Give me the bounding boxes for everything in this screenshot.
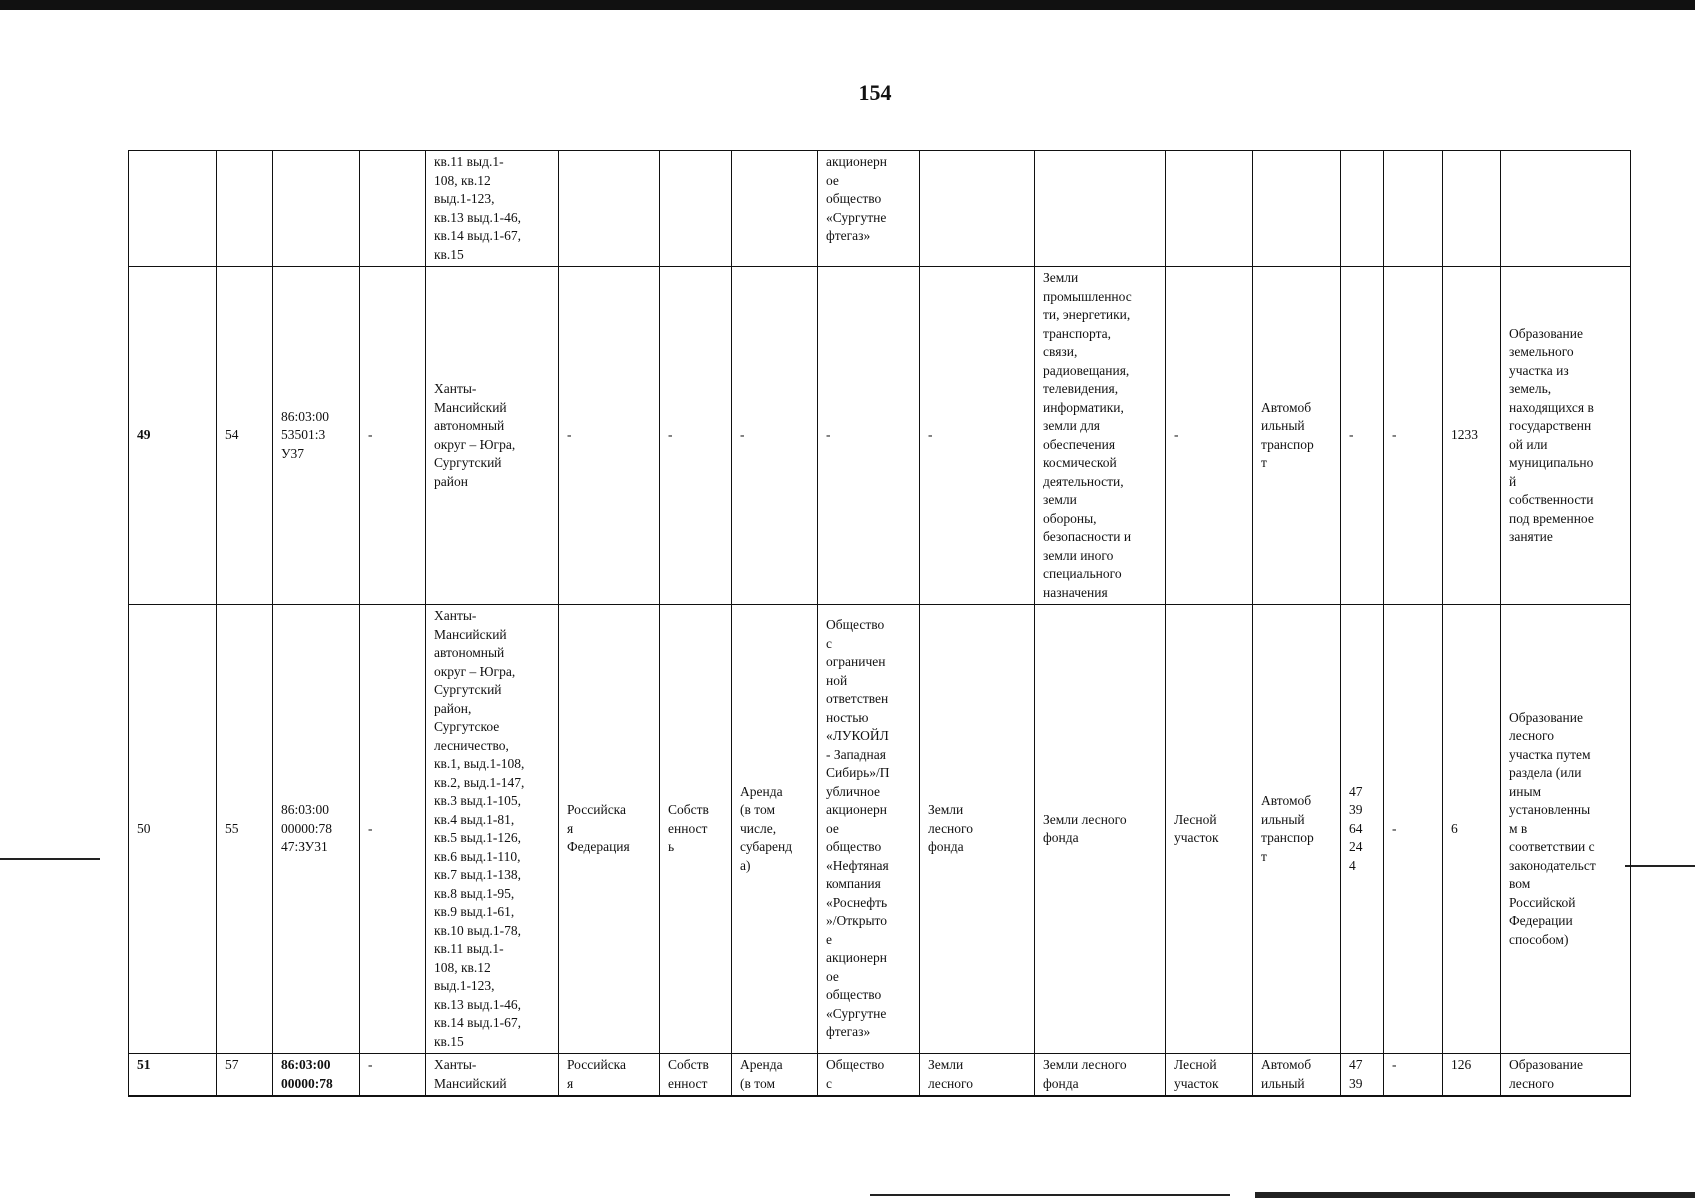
cell-number	[129, 151, 217, 267]
cell-category-new: Земли лесного фонда	[1035, 1054, 1166, 1097]
cell-source: 47 39 64 24 4	[1341, 605, 1384, 1054]
cell-encumbrance: Аренда (в том	[732, 1054, 818, 1097]
cell-category-new: Земли промышленнос ти, энергетики, транспорта, связи, радиовещания, телевидения, информатики, земли для обеспечения космической деятельности, земли обороны, безопасности и земли иного специального назначения	[1035, 267, 1166, 605]
cell-index: 55	[217, 605, 273, 1054]
cell-method: Образование лесного участка путем раздела (или иным установленны м в соответствии с законодательст вом Российской Федерации способом)	[1501, 605, 1631, 1054]
cell-holder: Общество с	[818, 1054, 920, 1097]
cell-cadastral: 86:03:00 00000:78	[273, 1054, 360, 1097]
cell-location: Ханты- Мансийский автономный округ – Югра, Сургутский район, Сургутское лесничество, кв.1, выд.1-108, кв.2, выд.1-147, кв.3 выд.1-105, кв.4 выд.1-81, кв.5 выд.1-126, кв.6 выд.1-110, кв.7 выд.1-138, кв.8 выд.1-95, кв.9 выд.1-61, кв.10 выд.1-78, кв.11 выд.1- 108, кв.12 выд.1-123, кв.13 выд.1-46, кв.14 выд.1-67, кв.15	[426, 605, 559, 1054]
cell-cadastral: 86:03:00 00000:78 47:ЗУ31	[273, 605, 360, 1054]
cell-extra: -	[1384, 267, 1443, 605]
cell-extra: -	[1384, 605, 1443, 1054]
cell-category-new	[1035, 151, 1166, 267]
cell-area	[1443, 151, 1501, 267]
cell-number: 49	[129, 267, 217, 605]
cell-area: 1233	[1443, 267, 1501, 605]
table-row-continued	[129, 151, 1631, 267]
cell-right-type: -	[660, 267, 732, 605]
cell-use: Автомоб ильный транспор т	[1253, 267, 1341, 605]
cell-right-type	[660, 151, 732, 267]
cell-land-type: Лесной участок	[1166, 1054, 1253, 1097]
cell-encumbrance: -	[732, 267, 818, 605]
scan-mark-right	[1625, 865, 1695, 867]
land-plots-table	[128, 150, 1631, 1097]
cell-owner: Российска я Федерация	[559, 605, 660, 1054]
cell-category: -	[920, 267, 1035, 605]
cell-source: -	[1341, 267, 1384, 605]
cell-index: 54	[217, 267, 273, 605]
cell-cadastral	[273, 151, 360, 267]
cell-dash: -	[360, 1054, 426, 1097]
table-row-50	[129, 605, 1631, 1054]
cell-holder: Общество с ограничен ной ответствен ностью «ЛУКОЙЛ - Западная Сибирь»/П убличное акционерн ое общество «Нефтяная компания «Роснефть »/Открыто е акционерн ое общество «Сургутне фтегаз»	[818, 605, 920, 1054]
scan-mark-left	[0, 858, 100, 860]
cell-extra	[1384, 151, 1443, 267]
cell-holder: -	[818, 267, 920, 605]
cell-use: Автомоб ильный транспор т	[1253, 605, 1341, 1054]
cell-cadastral: 86:03:00 53501:3 У37	[273, 267, 360, 605]
cell-dash: -	[360, 267, 426, 605]
cell-land-type: -	[1166, 267, 1253, 605]
cell-encumbrance	[732, 151, 818, 267]
cell-land-type: Лесной участок	[1166, 605, 1253, 1054]
cell-encumbrance: Аренда (в том числе, субаренд а)	[732, 605, 818, 1054]
cell-use	[1253, 151, 1341, 267]
cell-right-type: Собств енност ь	[660, 605, 732, 1054]
cell-source: 47 39	[1341, 1054, 1384, 1097]
cell-dash: -	[360, 605, 426, 1054]
cell-source	[1341, 151, 1384, 267]
cell-use: Автомоб ильный	[1253, 1054, 1341, 1097]
scan-mark-bottom	[1255, 1192, 1695, 1198]
table-row-51	[129, 1054, 1631, 1097]
cell-method: Образование лесного	[1501, 1054, 1631, 1097]
cell-right-type: Собств енност	[660, 1054, 732, 1097]
cell-location: кв.11 выд.1- 108, кв.12 выд.1-123, кв.13 выд.1-46, кв.14 выд.1-67, кв.15	[426, 151, 559, 267]
cell-extra: -	[1384, 1054, 1443, 1097]
cell-category: Земли лесного фонда	[920, 605, 1035, 1054]
cell-index: 57	[217, 1054, 273, 1097]
cell-holder: акционерн ое общество «Сургутне фтегаз»	[818, 151, 920, 267]
cell-category	[920, 151, 1035, 267]
cell-number: 50	[129, 605, 217, 1054]
cell-number: 51	[129, 1054, 217, 1097]
scan-top-border	[0, 0, 1695, 10]
cell-owner: Российска я	[559, 1054, 660, 1097]
cell-location: Ханты- Мансийский	[426, 1054, 559, 1097]
cell-index	[217, 151, 273, 267]
cell-owner: -	[559, 267, 660, 605]
page-number: 154	[858, 80, 892, 105]
table-row-49	[129, 267, 1631, 605]
cell-category: Земли лесного	[920, 1054, 1035, 1097]
cell-area: 6	[1443, 605, 1501, 1054]
cell-land-type	[1166, 151, 1253, 267]
cell-area: 126	[1443, 1054, 1501, 1097]
cell-location: Ханты- Мансийский автономный округ – Югра, Сургутский район	[426, 267, 559, 605]
cell-category-new: Земли лесного фонда	[1035, 605, 1166, 1054]
cell-dash	[360, 151, 426, 267]
cell-method: Образование земельного участка из земель, находящихся в государственн ой или муниципально й собственности под временное занятие	[1501, 267, 1631, 605]
cell-owner	[559, 151, 660, 267]
scan-mark-bottom-left	[870, 1194, 1230, 1196]
cell-method	[1501, 151, 1631, 267]
